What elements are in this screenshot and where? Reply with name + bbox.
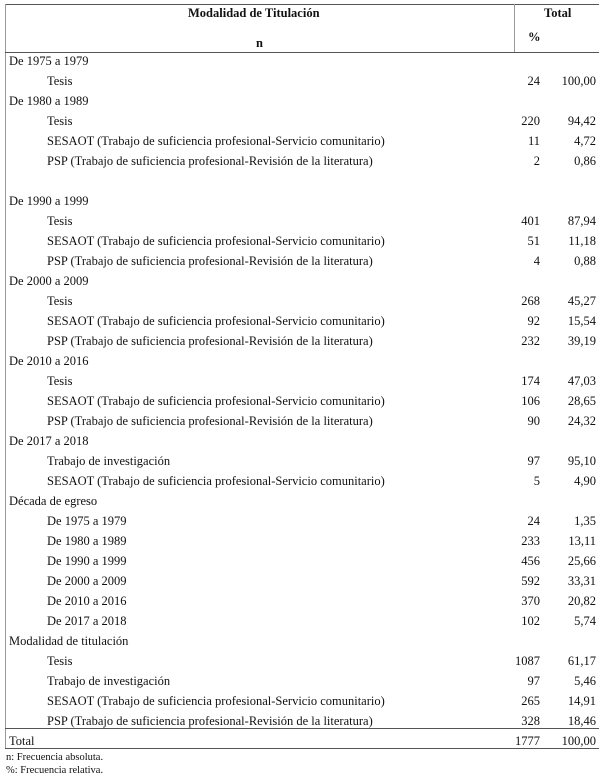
cell-n: 92 — [527, 314, 540, 328]
cell-pct: 100,00 — [561, 734, 596, 748]
cell-pct: 33,31 — [567, 574, 596, 588]
table-row — [0, 71, 603, 91]
cell-n: 1087 — [515, 654, 540, 668]
table-row — [0, 151, 603, 171]
row-label: Tesis — [47, 74, 73, 88]
cell-n: 51 — [527, 234, 540, 248]
cell-pct: 87,94 — [567, 214, 596, 228]
cell-pct: 25,66 — [567, 554, 596, 568]
row-label: De 1975 a 1979 — [9, 54, 89, 68]
table-row — [0, 651, 603, 671]
cell-n: 97 — [527, 674, 540, 688]
table-row — [0, 291, 603, 311]
cell-pct: 61,17 — [567, 654, 596, 668]
top-rule — [5, 4, 599, 5]
row-label: De 1990 a 1999 — [47, 554, 127, 568]
table-row — [0, 471, 603, 491]
cell-n: 174 — [521, 374, 540, 388]
bottom-rule — [5, 748, 599, 749]
cell-n: 233 — [521, 534, 540, 548]
header-total: Total — [544, 6, 572, 20]
table-row — [0, 371, 603, 391]
row-label: Tesis — [47, 294, 73, 308]
row-label: De 2017 a 2018 — [47, 614, 127, 628]
cell-n: 370 — [521, 594, 540, 608]
table-row — [0, 671, 603, 691]
header-pct: % — [528, 30, 541, 44]
cell-pct: 28,65 — [567, 394, 596, 408]
cell-pct: 45,27 — [567, 294, 596, 308]
spacer-row — [0, 171, 603, 191]
cell-pct: 5,74 — [574, 614, 596, 628]
cell-n: 328 — [521, 714, 540, 728]
cell-pct: 5,46 — [574, 674, 596, 688]
row-label: De 1990 a 1999 — [9, 194, 89, 208]
row-label: De 2000 a 2009 — [9, 274, 89, 288]
note-pct: %: Frecuencia relativa. — [6, 765, 104, 776]
row-label: Tesis — [47, 654, 73, 668]
cell-n: 11 — [527, 134, 540, 148]
cell-pct: 100,00 — [561, 74, 596, 88]
row-label: De 2017 a 2018 — [9, 434, 89, 448]
cell-pct: 1,35 — [574, 514, 596, 528]
row-label: Tesis — [47, 374, 73, 388]
cell-n: 1777 — [515, 734, 540, 748]
cell-n: 220 — [521, 114, 540, 128]
row-label: De 1980 a 1989 — [9, 94, 89, 108]
row-label: SESAOT (Trabajo de suficiencia profesional-Servicio comunitario) — [47, 394, 385, 408]
cell-n: 232 — [521, 334, 540, 348]
group-row — [0, 491, 603, 511]
cell-n: 106 — [521, 394, 540, 408]
cell-pct: 94,42 — [567, 114, 596, 128]
header-modalidad: Modalidad de Titulación — [188, 6, 320, 20]
header-n: n — [256, 36, 263, 50]
row-label: SESAOT (Trabajo de suficiencia profesional-Servicio comunitario) — [47, 134, 385, 148]
cell-n: 2 — [533, 154, 540, 168]
cell-pct: 0,88 — [574, 254, 596, 268]
cell-pct: 0,86 — [574, 154, 596, 168]
table-notes — [6, 751, 103, 777]
cell-n: 24 — [527, 514, 540, 528]
table-row — [0, 571, 603, 591]
group-row — [0, 91, 603, 111]
table-row — [0, 611, 603, 631]
table-row — [0, 111, 603, 131]
row-label: PSP (Trabajo de suficiencia profesional-Revisión de la literatura) — [47, 154, 373, 168]
cell-pct: 14,91 — [567, 694, 596, 708]
cell-pct: 13,11 — [568, 534, 596, 548]
row-label: SESAOT (Trabajo de suficiencia profesional-Servicio comunitario) — [47, 234, 385, 248]
cell-n: 102 — [521, 614, 540, 628]
cell-pct: 39,19 — [567, 334, 596, 348]
cell-n: 268 — [521, 294, 540, 308]
table-row — [0, 691, 603, 711]
group-row — [0, 51, 603, 71]
cell-pct: 4,90 — [574, 474, 596, 488]
table-row — [0, 311, 603, 331]
cell-pct: 4,72 — [574, 134, 596, 148]
header-divider — [514, 4, 515, 52]
table-row — [0, 131, 603, 151]
cell-n: 4 — [533, 254, 540, 268]
row-label: De 2000 a 2009 — [47, 574, 127, 588]
row-label: PSP (Trabajo de suficiencia profesional-Revisión de la literatura) — [47, 334, 373, 348]
group-row — [0, 431, 603, 451]
row-label: Trabajo de investigación — [47, 674, 171, 688]
group-row — [0, 351, 603, 371]
cell-pct: 11,18 — [568, 234, 596, 248]
table-row — [0, 591, 603, 611]
cell-pct: 15,54 — [567, 314, 596, 328]
row-label: Trabajo de investigación — [47, 454, 171, 468]
table-row — [0, 231, 603, 251]
cell-pct: 95,10 — [567, 454, 596, 468]
cell-pct: 47,03 — [567, 374, 596, 388]
table-row — [0, 511, 603, 531]
table-row — [0, 391, 603, 411]
row-label: SESAOT (Trabajo de suficiencia profesional-Servicio comunitario) — [47, 474, 385, 488]
group-row — [0, 271, 603, 291]
cell-n: 592 — [521, 574, 540, 588]
row-label: De 1975 a 1979 — [47, 514, 127, 528]
table-row — [0, 451, 603, 471]
row-label: PSP (Trabajo de suficiencia profesional-Revisión de la literatura) — [47, 714, 373, 728]
cell-n: 265 — [521, 694, 540, 708]
table-row — [0, 211, 603, 231]
cell-n: 5 — [533, 474, 540, 488]
cell-n: 401 — [521, 214, 540, 228]
cell-n: 90 — [527, 414, 540, 428]
cell-pct: 24,32 — [567, 414, 596, 428]
row-label: PSP (Trabajo de suficiencia profesional-Revisión de la literatura) — [47, 254, 373, 268]
cell-pct: 18,46 — [567, 714, 596, 728]
group-row — [0, 191, 603, 211]
row-label: Década de egreso — [9, 494, 98, 508]
row-label: Tesis — [47, 214, 73, 228]
row-label: De 2010 a 2016 — [9, 354, 89, 368]
row-label: De 1980 a 1989 — [47, 534, 127, 548]
total-rule — [5, 728, 599, 729]
row-label: SESAOT (Trabajo de suficiencia profesional-Servicio comunitario) — [47, 314, 385, 328]
cell-n: 97 — [527, 454, 540, 468]
cell-n: 456 — [521, 554, 540, 568]
table-row — [0, 251, 603, 271]
cell-pct: 20,82 — [567, 594, 596, 608]
row-label: Modalidad de titulación — [9, 634, 129, 648]
group-row — [0, 631, 603, 651]
cell-n: 24 — [527, 74, 540, 88]
table-row — [0, 551, 603, 571]
table-row — [0, 331, 603, 351]
row-label: De 2010 a 2016 — [47, 594, 127, 608]
table-row — [0, 411, 603, 431]
row-label: PSP (Trabajo de suficiencia profesional-Revisión de la literatura) — [47, 414, 373, 428]
note-n: n: Frecuencia absoluta. — [6, 752, 104, 763]
row-label: Tesis — [47, 114, 73, 128]
row-label: SESAOT (Trabajo de suficiencia profesional-Servicio comunitario) — [47, 694, 385, 708]
table-row — [0, 531, 603, 551]
row-label: Total — [9, 734, 35, 748]
